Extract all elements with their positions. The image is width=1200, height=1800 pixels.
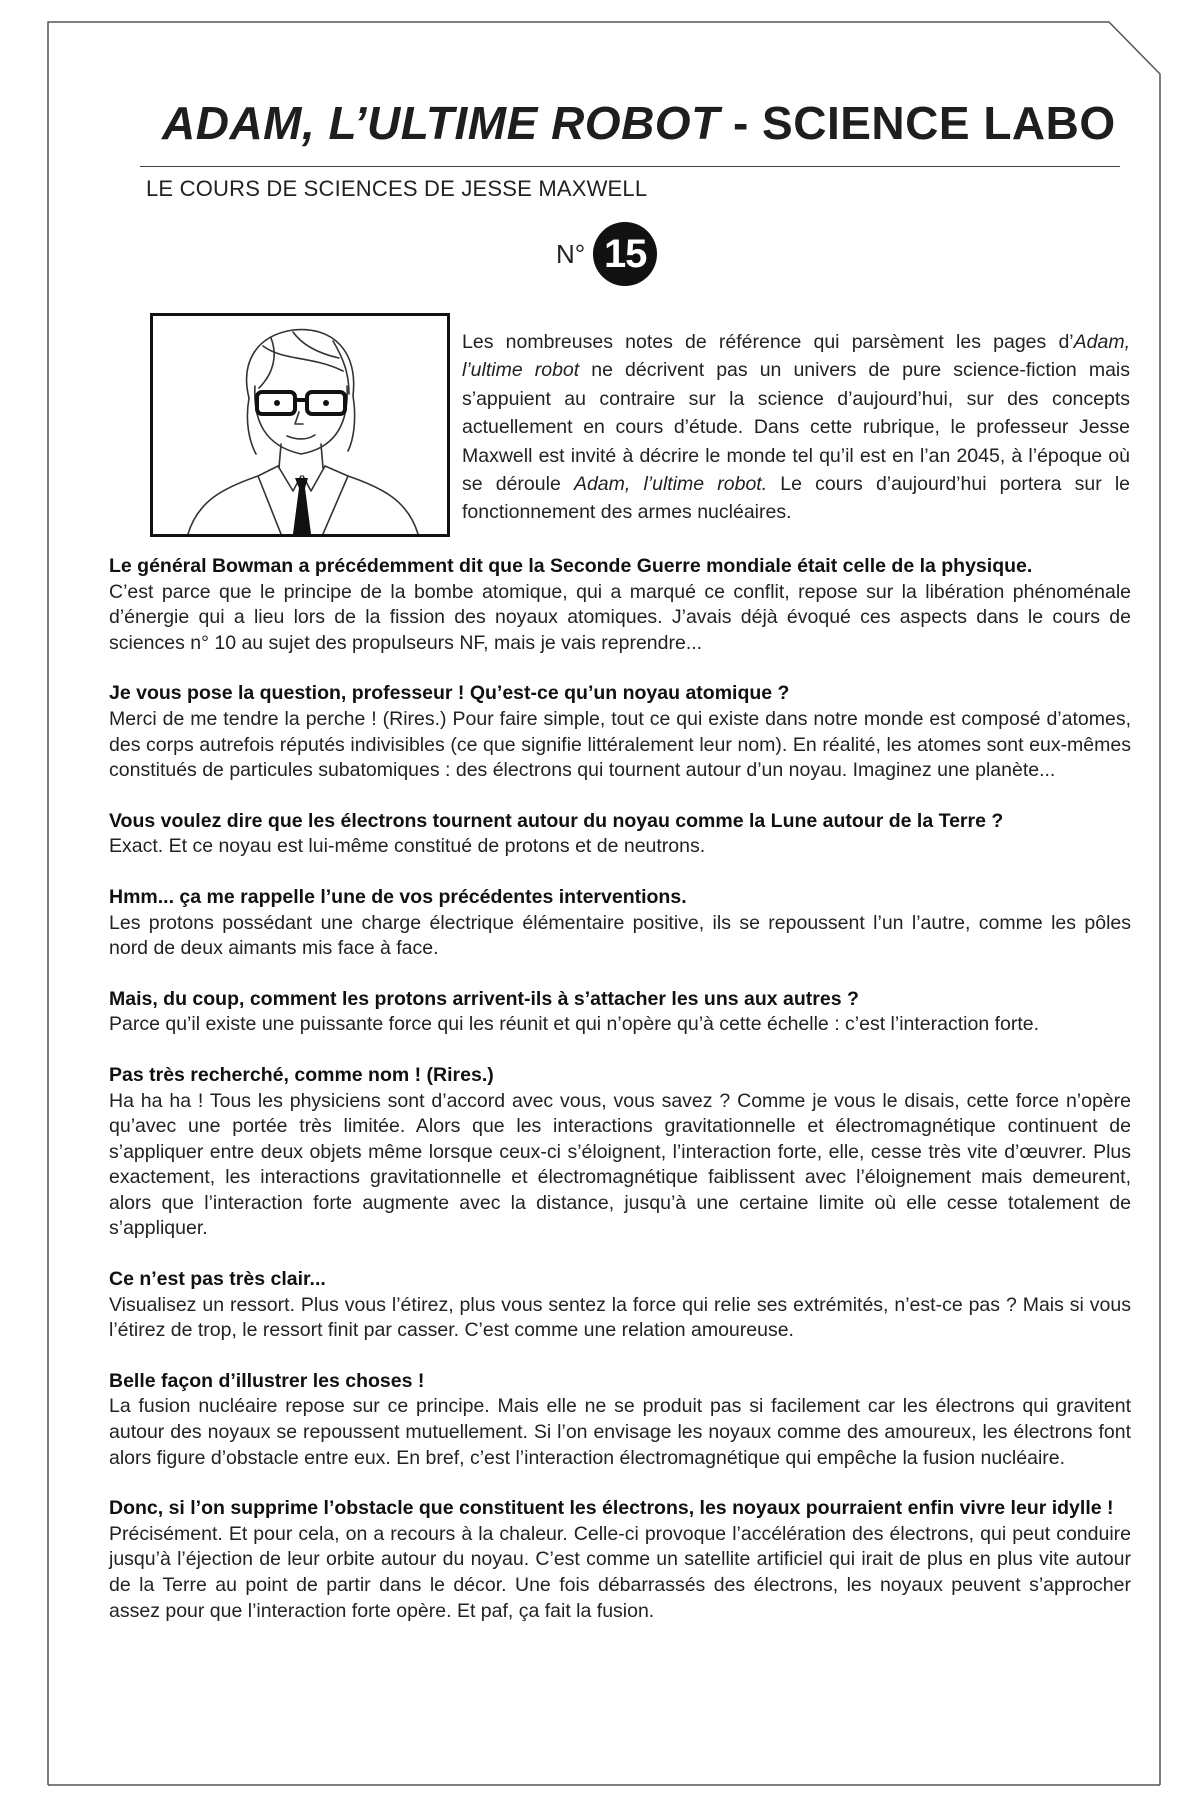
question: Le général Bowman a précédemment dit que la Seconde Guerre mondiale était celle de la physique. (109, 555, 1033, 577)
question: Pas très recherché, comme nom ! (Rires.) (109, 1063, 494, 1086)
answer: Visualisez un ressort. Plus vous l’étirez, plus vous sentez la force qui relie ses extrémités, n’est-ce pas ? Mais si vous l’étirez de trop, le ressort finit par casser. C’est comme une relation amoureuse. (109, 1293, 1131, 1342)
qa-block (109, 809, 1131, 860)
answer: C’est parce que le principe de la bombe atomique, qui a marqué ce conflit, repose sur la libération phénoménale d’énergie qui a lieu lors de la fission des noyaux atomiques. J’avais déjà évoqué ces aspects dans le cours de sciences n° 10 au sujet des propulseurs NF, mais je vais reprendre... (109, 580, 1131, 654)
question: Hmm... ça me rappelle l’une de vos précédentes interventions. (109, 885, 687, 908)
title-rule (140, 166, 1120, 167)
title-italic: ADAM, L’ULTIME ROBOT (162, 97, 720, 149)
portrait-illustration (150, 313, 450, 537)
answer: Précisément. Et pour cela, on a recours à la chaleur. Celle-ci provoque l’accélération des électrons, qui peut conduire jusqu’à l’éjection de leur orbite autour du noyau. C’est comme un satellite artificiel qui irait de plus en plus vite autour de la Terre au point de partir dans le décor. Une fois débarrassés des électrons, les noyaux peuvent s’approcher assez pour que l’interaction forte opère. Et paf, ça fait la fusion. (109, 1522, 1131, 1622)
question: Je vous pose la question, professeur ! Qu’est-ce qu’un noyau atomique ? (109, 682, 790, 705)
answer: Les protons possédant une charge électrique élémentaire positive, ils se repoussent l’un l’autre, comme les pôles nord de deux aimants mis face à face. (109, 911, 1131, 960)
intro-paragraph (462, 328, 1130, 527)
issue-number (556, 222, 657, 286)
question: Belle façon d’illustrer les choses ! (109, 1369, 425, 1392)
issue-prefix: N° (556, 238, 586, 269)
answer: La fusion nucléaire repose sur ce principe. Mais elle ne se produit pas si facilement car les électrons qui gravitent autour des noyaux se repoussent mutuellement. Si l’on envisage les noyaux comme des amoureux, les électrons font alors figure d’obstacle entre eux. En bref, c’est l’interaction électromagnétique qui empêche la fusion nucléaire. (109, 1395, 1131, 1469)
interview-body (109, 554, 1131, 1649)
qa-block (109, 1496, 1131, 1624)
title-rest: - SCIENCE LABO (719, 97, 1116, 149)
question: Vous voulez dire que les électrons tournent autour du noyau comme la Lune autour de la Terre ? (109, 809, 1004, 832)
answer: Parce qu’il existe une puissante force qui les réunit et qui n’opère qu’à cette échelle : c’est l’interaction forte. (109, 1013, 1040, 1036)
question: Ce n’est pas très clair... (109, 1268, 326, 1291)
qa-block (109, 1369, 1131, 1471)
intro-text-1: Les nombreuses notes de référence qui parsèment les pages d’ (462, 331, 1074, 353)
issue-badge: 15 (593, 222, 657, 286)
qa-block (109, 554, 1131, 656)
answer: Merci de me tendre la perche ! (Rires.) Pour faire simple, tout ce qui existe dans notre monde est composé d’atomes, des corps autrefois réputés indivisibles (ce que signifie littéralement leur nom). En réalité, les atomes sont eux-mêmes constitués de particules subatomiques : des électrons qui tournent autour d’un noyau. Imaginez une planète... (109, 707, 1131, 782)
answer: Ha ha ha ! Tous les physiciens sont d’accord avec vous, vous savez ? Comme je vous le disais, cette force n’opère qu’avec une portée très limitée. Alors que les interactions gravitationnelle et électromagnétique continuent de s’appliquer entre deux objets même lorsque ceux-ci s’éloignent, l’interaction forte, elle, cesse très vite d’œuvrer. Plus exactement, les interactions gravitationnelle et électromagnétique faiblissent avec l’éloignement mais demeurent, alors que l’interaction forte augmente avec la distance, jusqu’à une certaine limite où elle cesse totalement de s’appliquer. (109, 1089, 1131, 1240)
intro-italic-2: Adam, l’ultime robot. (573, 473, 768, 496)
subtitle: LE COURS DE SCIENCES DE JESSE MAXWELL (146, 176, 648, 201)
qa-block (109, 681, 1131, 783)
intro-text-2: ne décrivent pas un univers de pure science-fiction mais s’appuient au contraire sur la science d’aujourd’hui, sur des concepts actuellement en cours d’étude. Dans cette rubrique, le professeur Jesse Maxwell est invité à décrire le monde tel qu’il est en l’an 2045, à l’époque où se déroule (462, 359, 1131, 496)
portrait-icon (153, 316, 447, 534)
question: Donc, si l’on supprime l’obstacle que constituent les électrons, les noyaux pourraient enfin vivre leur idylle ! (109, 1497, 1114, 1520)
qa-block (109, 1063, 1131, 1242)
qa-block (109, 987, 1131, 1038)
intro-text-3: Le cours d’aujourd’hui portera sur le fonctionnement des armes nucléaires. (462, 473, 1131, 524)
question: Mais, du coup, comment les protons arrivent-ils à s’attacher les uns aux autres ? (109, 987, 859, 1010)
page-title (162, 96, 1116, 150)
qa-block (109, 1267, 1131, 1344)
answer: Exact. Et ce noyau est lui-même constitué de protons et de neutrons. (109, 835, 706, 858)
qa-block (109, 885, 1131, 962)
intro-italic-1: Adam, l’ultime robot (462, 331, 1130, 382)
